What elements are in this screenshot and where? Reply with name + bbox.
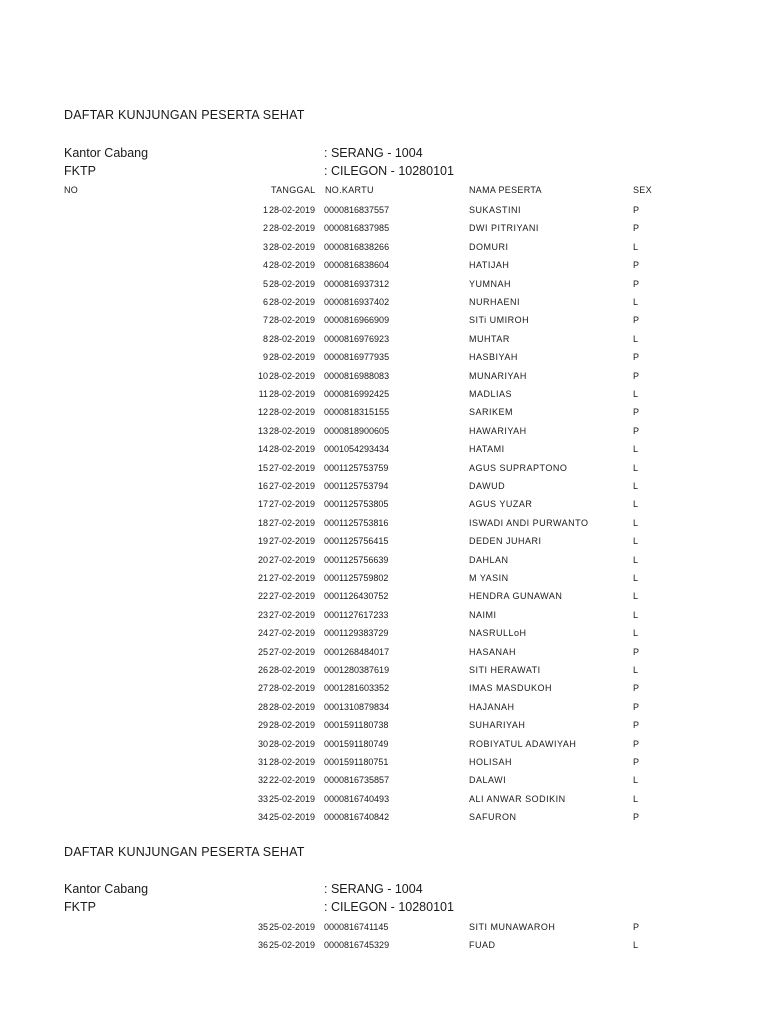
- cell-no-kartu: 0001125753759: [324, 462, 389, 473]
- table-row: [0, 922, 768, 940]
- cell-no-kartu: 0001268484017: [324, 646, 390, 657]
- cell-nama-peserta: SUKASTINI: [469, 205, 522, 215]
- cell-tanggal: 27-02-2019: [269, 646, 316, 657]
- cell-no-kartu: 0001591180751: [324, 757, 389, 767]
- cell-tanggal: 25-02-2019: [269, 793, 316, 804]
- cell-no: 11: [258, 389, 268, 399]
- cell-no: 2: [262, 223, 268, 234]
- table-row: [0, 757, 768, 775]
- cell-tanggal: 28-02-2019: [269, 223, 316, 234]
- cell-sex: L: [633, 462, 639, 473]
- cell-sex: L: [633, 333, 639, 344]
- cell-sex: P: [633, 205, 640, 215]
- cell-nama-peserta: NURHAENI: [469, 297, 521, 307]
- cell-no-kartu: 0001125759802: [324, 573, 389, 583]
- cell-no-kartu: 0000816977935: [324, 352, 390, 363]
- cell-no: 34: [257, 812, 268, 823]
- cell-nama-peserta: HAWARIYAH: [469, 425, 527, 436]
- cell-sex: P: [633, 701, 640, 712]
- cell-nama-peserta: HOLISAH: [469, 757, 513, 767]
- cell-nama-peserta: DWI PITRIYANI: [469, 223, 539, 234]
- cell-no-kartu: 0001127617233: [324, 609, 389, 620]
- table-row: [0, 812, 768, 830]
- cell-sex: L: [633, 775, 639, 786]
- cell-no: 19: [257, 536, 268, 547]
- cell-tanggal: 28-02-2019: [269, 260, 316, 271]
- cell-nama-peserta: NASRULLoH: [469, 628, 527, 639]
- cell-nama-peserta: AGUS SUPRAPTONO: [469, 462, 568, 473]
- cell-sex: L: [633, 536, 639, 547]
- cell-no: 20: [257, 554, 268, 565]
- cell-no-kartu: 0001125753805: [324, 499, 389, 510]
- table-row: [0, 205, 768, 223]
- cell-no-kartu: 0000816976923: [324, 333, 390, 344]
- cell-nama-peserta: DAHLAN: [469, 554, 509, 565]
- cell-tanggal: 28-02-2019: [269, 241, 316, 252]
- cell-tanggal: 25-02-2019: [269, 922, 316, 932]
- cell-sex: L: [633, 609, 639, 620]
- cell-tanggal: 27-02-2019: [269, 481, 316, 491]
- cell-tanggal: 27-02-2019: [269, 591, 316, 602]
- cell-tanggal: 27-02-2019: [269, 462, 316, 473]
- cell-nama-peserta: FUAD: [469, 940, 496, 951]
- cell-no: 24: [257, 628, 268, 639]
- cell-no: 9: [262, 352, 268, 363]
- cell-no-kartu: 0001310879834: [324, 701, 390, 712]
- cell-sex: L: [633, 554, 639, 565]
- cell-no: 7: [262, 315, 268, 326]
- cell-sex: P: [633, 922, 640, 932]
- cell-no: 18: [257, 517, 268, 528]
- kantor-cabang-value-2: : SERANG - 1004: [324, 882, 423, 896]
- cell-no: 14: [257, 444, 268, 455]
- cell-no: 15: [257, 462, 268, 473]
- cell-sex: P: [633, 738, 640, 749]
- cell-no-kartu: 0001591180738: [324, 720, 389, 731]
- cell-tanggal: 28-02-2019: [269, 205, 316, 215]
- cell-sex: L: [633, 628, 639, 639]
- cell-no-kartu: 0000816745329: [324, 940, 390, 951]
- cell-no: 12: [257, 407, 268, 418]
- cell-no-kartu: 0000816838604: [324, 260, 390, 271]
- cell-sex: L: [633, 297, 639, 307]
- page-title-2: DAFTAR KUNJUNGAN PESERTA SEHAT: [64, 845, 305, 859]
- cell-sex: P: [633, 370, 640, 381]
- table-row: [0, 352, 768, 370]
- cell-sex: P: [633, 315, 640, 326]
- header-nama-peserta: NAMA PESERTA: [469, 185, 542, 195]
- table-row: [0, 279, 768, 297]
- cell-no-kartu: 0000816992425: [324, 389, 390, 399]
- cell-tanggal: 28-02-2019: [269, 444, 316, 455]
- cell-tanggal: 27-02-2019: [269, 517, 316, 528]
- cell-nama-peserta: SARIKEM: [469, 407, 514, 418]
- cell-tanggal: 28-02-2019: [269, 370, 316, 381]
- cell-nama-peserta: MUHTAR: [469, 333, 510, 344]
- cell-nama-peserta: HENDRA GUNAWAN: [469, 591, 563, 602]
- table-row: [0, 315, 768, 333]
- cell-no: 27: [257, 683, 268, 694]
- table-row: [0, 334, 768, 352]
- cell-tanggal: 28-02-2019: [269, 389, 316, 399]
- cell-nama-peserta: HASANAH: [469, 646, 517, 657]
- table-row: [0, 463, 768, 481]
- cell-no-kartu: 0000818900605: [324, 425, 390, 436]
- cell-tanggal: 25-02-2019: [269, 812, 316, 823]
- cell-no: 22: [257, 591, 268, 602]
- cell-tanggal: 27-02-2019: [269, 628, 316, 639]
- cell-no: 5: [262, 278, 268, 289]
- cell-sex: L: [633, 573, 639, 583]
- page-title: DAFTAR KUNJUNGAN PESERTA SEHAT: [64, 108, 305, 122]
- cell-nama-peserta: DEDEN JUHARI: [469, 536, 542, 547]
- cell-no-kartu: 0001125753816: [324, 517, 389, 528]
- table-row: [0, 499, 768, 517]
- cell-sex: P: [633, 812, 640, 823]
- cell-tanggal: 28-02-2019: [269, 315, 316, 326]
- cell-no: 35: [257, 922, 268, 932]
- cell-tanggal: 28-02-2019: [269, 665, 316, 675]
- table-row: [0, 647, 768, 665]
- cell-no: 17: [257, 499, 268, 510]
- cell-no: 6: [262, 297, 268, 307]
- table-row: [0, 555, 768, 573]
- table-row: [0, 481, 768, 499]
- cell-sex: P: [633, 683, 640, 694]
- cell-sex: L: [633, 241, 639, 252]
- header-sex: SEX: [633, 185, 652, 195]
- cell-nama-peserta: SITi UMIROH: [469, 315, 530, 326]
- cell-tanggal: 28-02-2019: [269, 297, 316, 307]
- cell-tanggal: 28-02-2019: [269, 278, 316, 289]
- cell-no: 33: [257, 793, 268, 804]
- header-no-kartu: NO.KARTU: [325, 185, 374, 195]
- cell-tanggal: 28-02-2019: [269, 720, 316, 731]
- cell-tanggal: 28-02-2019: [269, 333, 316, 344]
- cell-nama-peserta: SAFURON: [469, 812, 517, 823]
- table-row: [0, 297, 768, 315]
- cell-sex: P: [633, 425, 640, 436]
- cell-no-kartu: 0001280387619: [324, 665, 390, 675]
- cell-nama-peserta: YUMNAH: [469, 278, 512, 289]
- kantor-cabang-label-2: Kantor Cabang: [64, 882, 149, 896]
- cell-no-kartu: 0001129383729: [324, 628, 389, 639]
- cell-sex: L: [633, 499, 639, 510]
- cell-nama-peserta: ISWADI ANDI PURWANTO: [469, 517, 589, 528]
- cell-no-kartu: 0000816740842: [324, 812, 390, 823]
- cell-sex: L: [633, 481, 639, 491]
- cell-nama-peserta: HATIJAH: [469, 260, 510, 271]
- cell-nama-peserta: M YASIN: [469, 573, 509, 583]
- cell-no: 8: [262, 333, 268, 344]
- cell-no-kartu: 0000816838266: [324, 241, 390, 252]
- cell-nama-peserta: NAIMI: [469, 609, 497, 620]
- cell-sex: P: [633, 260, 640, 271]
- cell-sex: P: [633, 757, 640, 767]
- cell-nama-peserta: HAJANAH: [469, 701, 515, 712]
- table-row: [0, 739, 768, 757]
- kantor-cabang-value: : SERANG - 1004: [324, 146, 423, 160]
- cell-tanggal: 27-02-2019: [269, 499, 316, 510]
- cell-nama-peserta: HASBIYAH: [469, 352, 518, 363]
- fktp-value: : CILEGON - 10280101: [324, 164, 454, 178]
- cell-no: 28: [257, 701, 268, 712]
- cell-no-kartu: 0001125756415: [324, 536, 389, 547]
- cell-nama-peserta: MUNARIYAH: [469, 370, 527, 381]
- cell-sex: P: [633, 646, 640, 657]
- cell-nama-peserta: HATAMI: [469, 444, 505, 455]
- cell-no-kartu: 0001125753794: [324, 481, 389, 491]
- cell-nama-peserta: DALAWI: [469, 775, 507, 786]
- table-row: [0, 573, 768, 591]
- cell-no-kartu: 0000816966909: [324, 315, 390, 326]
- table-row: [0, 223, 768, 241]
- cell-nama-peserta: MADLIAS: [469, 389, 513, 399]
- table-row: [0, 389, 768, 407]
- cell-nama-peserta: SITI HERAWATI: [469, 665, 541, 675]
- table-row: [0, 518, 768, 536]
- cell-no: 3: [262, 241, 268, 252]
- fktp-value-2: : CILEGON - 10280101: [324, 900, 454, 914]
- cell-no-kartu: 0000816988083: [324, 370, 390, 381]
- cell-no-kartu: 0000816740493: [324, 793, 390, 804]
- cell-no: 21: [257, 573, 268, 583]
- table-row: [0, 426, 768, 444]
- cell-tanggal: 28-02-2019: [269, 701, 316, 712]
- cell-tanggal: 27-02-2019: [269, 573, 316, 583]
- cell-sex: L: [633, 940, 639, 951]
- header-tanggal: TANGGAL: [271, 185, 316, 195]
- cell-no: 13: [257, 425, 268, 436]
- cell-no-kartu: 0001591180749: [324, 738, 389, 749]
- table-row: [0, 794, 768, 812]
- cell-no-kartu: 0001125756639: [324, 554, 389, 565]
- cell-sex: P: [633, 720, 640, 731]
- cell-sex: P: [633, 352, 640, 363]
- cell-nama-peserta: ALI ANWAR SODIKIN: [469, 793, 566, 804]
- table-row: [0, 371, 768, 389]
- fktp-label-2: FKTP: [64, 900, 96, 914]
- cell-no-kartu: 0000816741145: [324, 922, 389, 932]
- cell-sex: L: [633, 444, 639, 455]
- fktp-label: FKTP: [64, 164, 96, 178]
- cell-sex: L: [633, 793, 639, 804]
- table-row: [0, 940, 768, 958]
- cell-nama-peserta: AGUS YUZAR: [469, 499, 533, 510]
- cell-no-kartu: 0000816735857: [324, 775, 390, 786]
- cell-tanggal: 27-02-2019: [269, 609, 316, 620]
- cell-sex: L: [633, 389, 639, 399]
- header-no: NO: [64, 185, 79, 195]
- cell-no: 23: [257, 609, 268, 620]
- cell-tanggal: 28-02-2019: [269, 757, 316, 767]
- cell-tanggal: 28-02-2019: [269, 407, 316, 418]
- table-row: [0, 683, 768, 701]
- cell-no-kartu: 0001054293434: [324, 444, 390, 455]
- cell-tanggal: 27-02-2019: [269, 536, 316, 547]
- cell-no: 26: [257, 665, 268, 675]
- cell-nama-peserta: DOMURI: [469, 241, 509, 252]
- table-row: [0, 665, 768, 683]
- table-row: [0, 591, 768, 609]
- cell-no: 30: [257, 738, 268, 749]
- cell-sex: P: [633, 407, 640, 418]
- cell-no-kartu: 0000816937402: [324, 297, 390, 307]
- cell-nama-peserta: DAWUD: [469, 481, 506, 491]
- cell-tanggal: 28-02-2019: [269, 352, 316, 363]
- cell-no: 10: [257, 370, 268, 381]
- table-row: [0, 775, 768, 793]
- cell-no: 31: [257, 757, 268, 767]
- cell-no-kartu: 0000818315155: [324, 407, 390, 418]
- table-row: [0, 536, 768, 554]
- cell-sex: L: [633, 517, 639, 528]
- cell-no: 16: [257, 481, 268, 491]
- cell-nama-peserta: SUHARIYAH: [469, 720, 526, 731]
- cell-nama-peserta: ROBIYATUL ADAWIYAH: [469, 738, 577, 749]
- table-row: [0, 407, 768, 425]
- cell-no-kartu: 0001126430752: [324, 591, 389, 602]
- cell-nama-peserta: SITI MUNAWAROH: [469, 922, 556, 932]
- cell-tanggal: 25-02-2019: [269, 940, 316, 951]
- cell-no: 4: [262, 260, 268, 271]
- cell-sex: L: [633, 665, 639, 675]
- cell-no: 29: [257, 720, 268, 731]
- cell-no-kartu: 0000816937312: [324, 278, 390, 289]
- table-row: [0, 628, 768, 646]
- cell-no: 36: [257, 940, 268, 951]
- table-row: [0, 242, 768, 260]
- cell-tanggal: 28-02-2019: [269, 738, 316, 749]
- table-row: [0, 260, 768, 278]
- table-row: [0, 444, 768, 462]
- table-row: [0, 702, 768, 720]
- cell-sex: L: [633, 591, 639, 602]
- cell-sex: P: [633, 278, 640, 289]
- kantor-cabang-label: Kantor Cabang: [64, 146, 149, 160]
- cell-tanggal: 22-02-2019: [269, 775, 316, 786]
- cell-no-kartu: 0000816837985: [324, 223, 390, 234]
- cell-no-kartu: 0000816837557: [324, 205, 390, 215]
- cell-nama-peserta: IMAS MASDUKOH: [469, 683, 553, 694]
- cell-no: 32: [257, 775, 268, 786]
- cell-no: 25: [257, 646, 268, 657]
- cell-tanggal: 27-02-2019: [269, 554, 316, 565]
- cell-tanggal: 28-02-2019: [269, 683, 316, 694]
- table-row: [0, 610, 768, 628]
- cell-no-kartu: 0001281603352: [324, 683, 390, 694]
- cell-tanggal: 28-02-2019: [269, 425, 316, 436]
- cell-no: 1: [262, 205, 268, 215]
- table-row: [0, 720, 768, 738]
- cell-sex: P: [633, 223, 640, 234]
